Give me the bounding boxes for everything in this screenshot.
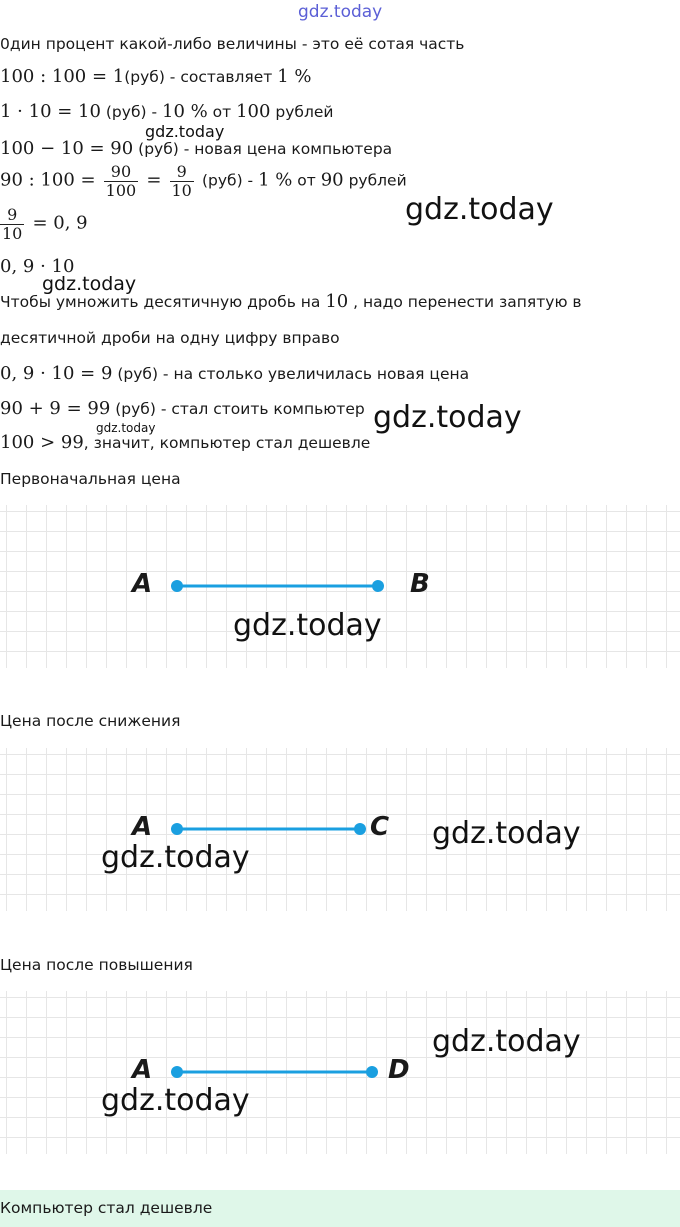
calc-line-2 bbox=[0, 101, 333, 122]
numerator: 9 bbox=[0, 206, 24, 225]
definition-line: 0дин процент какой-либо величины - это её сотая часть bbox=[0, 35, 465, 53]
watermark: gdz.today bbox=[373, 400, 522, 435]
math-expression: 1 · 10 = 10 bbox=[0, 101, 101, 122]
line-text: Чтобы умножить десятичную дробь на bbox=[0, 293, 326, 311]
point-label-end: B bbox=[410, 569, 430, 599]
watermark: gdz.today bbox=[96, 421, 156, 435]
fraction bbox=[170, 163, 194, 199]
grid-decreased bbox=[0, 748, 680, 911]
line-text: (руб) - bbox=[201, 171, 259, 190]
segment-initial bbox=[0, 505, 680, 668]
fraction bbox=[0, 206, 24, 242]
numerator: 90 bbox=[104, 163, 139, 182]
line-text: от bbox=[207, 103, 237, 121]
line-text: , надо перенести запятую в bbox=[348, 293, 582, 311]
line-text: рублей bbox=[270, 103, 334, 121]
line-text: от bbox=[292, 171, 321, 190]
line-text: , значит, компьютер стал дешевле bbox=[83, 434, 371, 452]
math-expression: 90 bbox=[320, 169, 344, 191]
conclusion-text: Компьютер стал дешевле bbox=[0, 1199, 213, 1217]
segment-start-point bbox=[171, 580, 183, 592]
rule-line-2: десятичной дроби на одну цифру вправо bbox=[0, 329, 340, 347]
point-label-start: A bbox=[132, 812, 153, 842]
rule-line-1 bbox=[0, 291, 582, 312]
math-expression: 90 : 100 = bbox=[0, 169, 96, 191]
math-expression: 100 − 10 = 90 bbox=[0, 138, 134, 159]
denominator: 10 bbox=[2, 223, 23, 243]
section-heading-increased: Цена после повышения bbox=[0, 956, 193, 974]
line-text: (руб) - bbox=[100, 103, 162, 121]
calc-line-3 bbox=[0, 138, 392, 159]
segment-end-point bbox=[354, 823, 366, 835]
line-text: (руб) - составляет bbox=[124, 68, 278, 86]
segment-start-point bbox=[171, 1066, 183, 1078]
math-expression: = 0, 9 bbox=[32, 212, 88, 234]
point-label-end: C bbox=[370, 812, 390, 842]
watermark: gdz.today bbox=[405, 192, 554, 227]
grid-initial bbox=[0, 505, 680, 668]
math-expression: 90 + 9 = 99 bbox=[0, 398, 111, 419]
watermark: gdz.today bbox=[432, 1024, 581, 1059]
math-expression: 10 bbox=[325, 291, 349, 312]
math-expression: = bbox=[146, 169, 162, 191]
calc-line-4 bbox=[0, 163, 407, 199]
watermark: gdz.today bbox=[101, 840, 250, 875]
segment-start-point bbox=[171, 823, 183, 835]
line-text: рублей bbox=[343, 171, 407, 190]
watermark: gdz.today bbox=[42, 273, 137, 295]
section-heading-initial: Первоначальная цена bbox=[0, 470, 181, 488]
grid-increased bbox=[0, 991, 680, 1154]
fraction bbox=[104, 163, 139, 199]
denominator: 10 bbox=[171, 180, 192, 200]
math-expression: 0, 9 · 10 bbox=[0, 256, 75, 277]
line-text: (руб) - новая цена компьютера bbox=[133, 140, 393, 158]
watermark: gdz.today bbox=[233, 608, 382, 643]
watermark: gdz.today bbox=[101, 1083, 250, 1118]
numerator: 9 bbox=[170, 163, 194, 182]
watermark: gdz.today bbox=[432, 816, 581, 851]
line-text: (руб) - на столько увеличилась новая цена bbox=[112, 365, 470, 383]
segment-end-point bbox=[372, 580, 384, 592]
top-watermark: gdz.today bbox=[298, 2, 383, 22]
calc-line-1 bbox=[0, 66, 312, 87]
math-expression: 100 : 100 = 1 bbox=[0, 66, 125, 87]
comparison-line bbox=[0, 432, 370, 453]
conclusion-banner bbox=[0, 1190, 680, 1227]
math-expression: 10 % bbox=[162, 101, 208, 122]
point-label-start: A bbox=[132, 1055, 153, 1085]
line-text: (руб) - стал стоить компьютер bbox=[110, 400, 365, 418]
calc-line-5 bbox=[0, 206, 88, 242]
point-label-end: D bbox=[388, 1055, 410, 1085]
calc-line-7 bbox=[0, 363, 469, 384]
denominator: 100 bbox=[105, 180, 137, 200]
segment-end-point bbox=[366, 1066, 378, 1078]
section-heading-decreased: Цена после снижения bbox=[0, 712, 181, 730]
point-label-start: A bbox=[132, 569, 153, 599]
math-expression: 100 > 99 bbox=[0, 432, 84, 453]
segment-increased bbox=[0, 991, 680, 1154]
watermark: gdz.today bbox=[145, 122, 225, 141]
math-expression: 1 % bbox=[258, 169, 293, 191]
math-expression: 0, 9 · 10 = 9 bbox=[0, 363, 113, 384]
calc-line-8 bbox=[0, 398, 365, 419]
math-expression: 1 % bbox=[277, 66, 312, 87]
math-expression: 100 bbox=[236, 101, 271, 122]
